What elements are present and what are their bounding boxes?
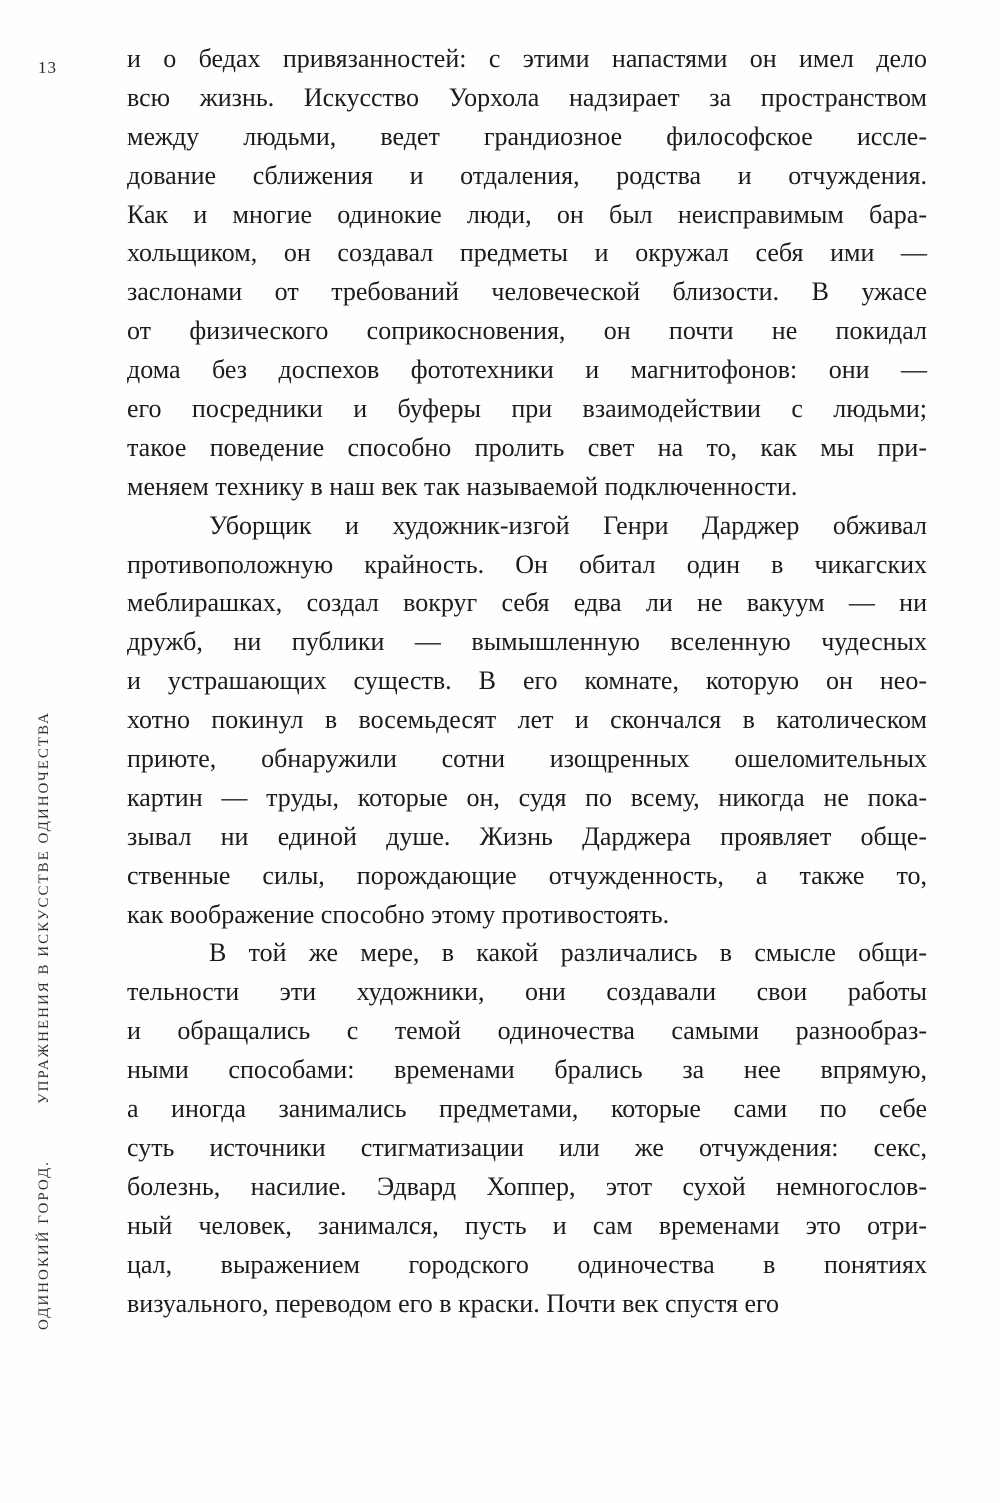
text-line: хольщиком, он создавал предметы и окружал себя ими — xyxy=(127,238,927,268)
text-line: Уборщик и художник-изгой Генри Дарджер обживал xyxy=(209,510,927,540)
text-line: цал, выражением городского одиночества в понятиях xyxy=(127,1249,927,1279)
text-line: Как и многие одинокие люди, он был неисправимым бара- xyxy=(127,199,927,229)
text-line: его посредники и буферы при взаимодействии с людьми; xyxy=(127,394,927,424)
text-line: меблирашках, создал вокруг себя едва ли не вакуум — ни xyxy=(127,588,927,618)
paragraph xyxy=(127,934,927,1323)
text-line: ственные силы, порождающие отчужденность, а также то, xyxy=(127,860,927,890)
running-head-chapter-title: УПРАЖНЕНИЯ В ИСКУССТВЕ ОДИНОЧЕСТВА xyxy=(36,711,52,1105)
paragraph xyxy=(127,40,927,507)
text-line: дома без доспехов фототехники и магнитофонов: они — xyxy=(127,355,927,385)
text-line: как воображение способно этому противостоять. xyxy=(127,899,670,929)
text-line: противоположную крайность. Он обитал один в чикагских xyxy=(127,549,927,579)
text-line: и о бедах привязанностей: с этими напастями он имел дело xyxy=(127,44,927,73)
text-line: суть источники стигматизации или же отчуждения: секс, xyxy=(127,1132,927,1162)
text-line: и устрашающих существ. В его комнате, которую он нео- xyxy=(127,666,927,696)
paragraph xyxy=(127,507,927,935)
text-line: ными способами: временами брались за нее впрямую, xyxy=(127,1055,927,1085)
text-line: дование сближения и отдаления, родства и отчуждения. xyxy=(127,160,927,190)
text-line: ный человек, занимался, пусть и сам временами это отри- xyxy=(127,1210,927,1240)
text-line: заслонами от требований человеческой близости. В ужасе xyxy=(127,277,927,307)
text-line: тельности эти художники, они создавали свои работы xyxy=(127,977,927,1007)
body-text xyxy=(127,40,927,1323)
text-line: дружб, ни публики — вымышленную вселенную чудесных xyxy=(127,627,927,657)
text-line: визуального, переводом его в краски. Почти век спустя его xyxy=(127,1288,780,1318)
text-line: такое поведение способно пролить свет на то, как мы при- xyxy=(127,432,927,462)
running-head xyxy=(24,630,64,1330)
text-line: и обращались с темой одиночества самыми разнообраз- xyxy=(127,1016,927,1046)
running-head-book-title: ОДИНОКИЙ ГОРОД. xyxy=(36,1160,52,1330)
text-line: приюте, обнаружили сотни изощренных ошеломительных xyxy=(127,744,927,774)
text-line: картин — труды, которые он, судя по всему, никогда не пока- xyxy=(127,782,927,812)
text-line: болезнь, насилие. Эдвард Хоппер, этот сухой немногослов- xyxy=(127,1171,927,1201)
text-line: от физического соприкосновения, он почти не покидал xyxy=(127,316,927,346)
page-number: 13 xyxy=(38,58,57,77)
text-line: а иногда занимались предметами, которые сами по себе xyxy=(127,1094,927,1124)
text-line: хотно покинул в восемьдесят лет и скончался в католическом xyxy=(127,705,927,735)
text-line: меняем технику в наш век так называемой подключенности. xyxy=(127,471,798,501)
text-line: зывал ни единой душе. Жизнь Дарджера проявляет обще- xyxy=(127,821,927,851)
text-line: всю жизнь. Искусство Уорхола надзирает за пространством xyxy=(127,82,927,112)
text-line: между людьми, ведет грандиозное философское иссле- xyxy=(127,121,927,151)
text-line: В той же мере, в какой различались в смысле общи- xyxy=(209,938,927,968)
